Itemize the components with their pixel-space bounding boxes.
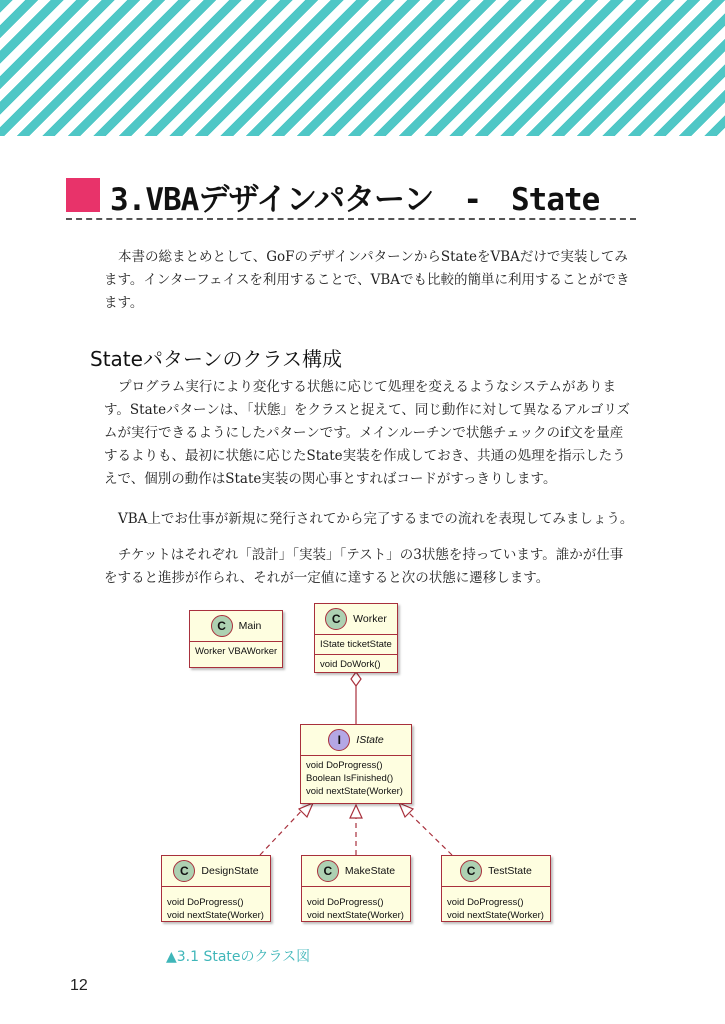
body-paragraph-2: VBA上でお仕事が新規に発行されてから完了するまでの流れを表現してみましょう。 [118,511,634,527]
interface-stereotype-icon: I [328,729,350,751]
uml-interface-istate [300,724,412,804]
class-stereotype-icon: C [325,608,347,630]
uml-class-header [162,856,270,887]
section-title: Stateパターンのクラス構成 [90,347,342,371]
field: IState ticketState [320,639,392,650]
method: void nextState(Worker) [447,910,544,921]
realization-arrow-design [299,803,313,817]
realization-arrow-make [350,805,362,818]
field: Worker VBAWorker [195,646,278,657]
uml-class-designstate [161,855,271,922]
class-stereotype-icon: C [173,860,195,882]
method: void DoProgress() [167,897,244,908]
class-name: MakeState [344,865,396,877]
interface-name: IState [356,734,384,746]
class-stereotype-icon: C [317,860,339,882]
uml-class-header [315,604,397,635]
class-name: TestState [488,865,532,877]
uml-class-teststate [441,855,551,922]
uml-class-header [301,725,411,756]
intro-paragraph: 本書の総まとめとして、GoFのデザインパターンからStateをVBAだけで実装してみます。インターフェイスを利用することで、VBAでも比較的簡単に利用することができます。 [104,249,630,311]
uml-class-worker [314,603,398,673]
class-name: Worker [353,613,387,625]
composition-diamond [351,672,361,686]
method-section [315,655,397,674]
method-section [442,887,550,925]
class-name: DesignState [201,865,259,877]
method-section [301,756,411,801]
realization-design [260,806,306,855]
uml-class-makestate [301,855,411,922]
realization-arrow-test [399,803,413,817]
method: void nextState(Worker) [306,786,403,797]
chapter-title: 3.VBAデザインパターン - State [110,182,600,218]
figure-caption: ▲3.1 Stateのクラス図 [166,949,311,965]
uml-class-main [189,610,283,668]
class-name: Main [238,620,262,632]
uml-class-header [190,611,282,642]
method: void DoWork() [320,659,381,670]
uml-class-header [302,856,410,887]
method-section [162,887,270,925]
class-stereotype-icon: C [460,860,482,882]
method: void DoProgress() [447,897,524,908]
body-paragraph-1: プログラム実行により変化する状態に応じて処理を変えるようなシステムがあります。Stateパターンは、「状態」をクラスと捉えて、同じ動作に対して異なるアルゴリズムが実行できるようにしたパターンです。メインルーチンで状態チェックのif文を量産するよりも、最初に状態に応じたState実装を作成しておき、共通の処理を指示したうえで、個別の動作はState実装の関心事とすればコードがすっきりします。 [104,379,631,487]
uml-class-header [442,856,550,887]
method-section [302,887,410,925]
field-section [315,635,397,655]
realization-test [406,810,452,855]
body-paragraph-3: チケットはそれぞれ「設計」「実装」「テスト」の3状態を持っています。誰かが仕事をすると進捗が作られ、それが一定値に達すると次の状態に遷移します。 [104,547,624,586]
method: Boolean IsFinished() [306,773,394,784]
chapter-heading [66,172,636,220]
heading-marker [66,178,100,212]
class-stereotype-icon: C [211,615,233,637]
method: void DoProgress() [307,897,384,908]
field-section [190,642,282,661]
decorative-stripe-band [0,0,725,136]
method: void DoProgress() [306,760,383,771]
page-number: 12 [70,977,88,994]
method: void nextState(Worker) [167,910,264,921]
method: void nextState(Worker) [307,910,404,921]
